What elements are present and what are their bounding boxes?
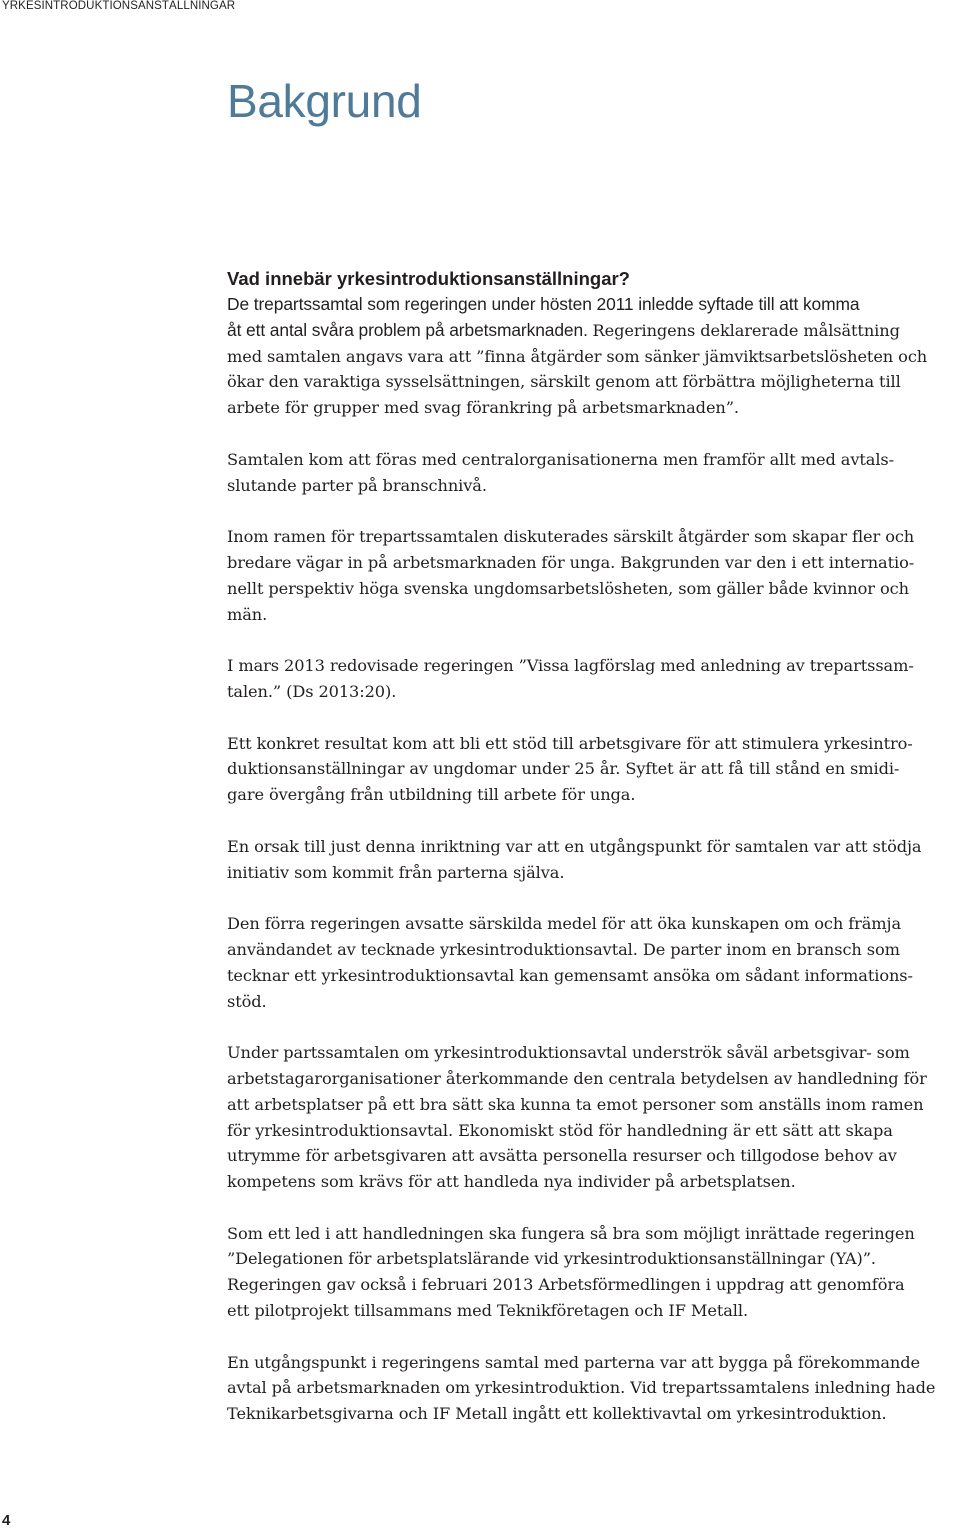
page-number: 4 — [2, 1512, 11, 1529]
paragraph-line: Inom ramen för trepartssamtalen diskuterades särskilt åtgärder som skapar fler och — [227, 527, 915, 547]
paragraph-line: män. — [227, 604, 268, 624]
paragraph-3 — [227, 524, 957, 627]
paragraph-line: En orsak till just denna inriktning var att en utgångspunkt för samtalen var att stödja — [227, 836, 922, 856]
paragraph-line: ”Delegationen för arbetsplatslärande vid yrkesintroduktionsanställningar (YA)”. — [227, 1249, 876, 1269]
paragraph-line: Som ett led i att handledningen ska fungera så bra som möjligt inrättade regeringen — [227, 1223, 915, 1243]
paragraph-2 — [227, 447, 957, 499]
paragraph-line: med samtalen angavs vara att ”finna åtgärder som sänker jämviktsarbetslösheten och — [227, 346, 928, 366]
paragraph-line: duktionsanställningar av ungdomar under 25 år. Syftet är att få till stånd en smidi- — [227, 759, 900, 779]
running-header: YRKESINTRODUKTIONSANSTÄLLNINGAR — [2, 0, 236, 12]
paragraph-10 — [227, 1350, 957, 1427]
paragraph-7 — [227, 911, 957, 1014]
paragraph-line: nellt perspektiv höga svenska ungdomsarbetslösheten, som gäller både kvinnor och — [227, 578, 909, 598]
paragraph-line: användandet av tecknade yrkesintroduktionsavtal. De parter inom en bransch som — [227, 939, 900, 959]
paragraph-line: avtal på arbetsmarknaden om yrkesintroduktion. Vid trepartssamtalens inledning hade — [227, 1378, 936, 1398]
main-content — [227, 266, 957, 1453]
paragraph-line: utrymme för arbetsgivaren att avsätta personella resurser och tillgodose behov av — [227, 1146, 897, 1166]
page-title: Bakgrund — [227, 75, 422, 127]
paragraph-4 — [227, 653, 957, 705]
paragraph-line: Ett konkret resultat kom att bli ett stöd till arbetsgivare för att stimulera yrkesintro- — [227, 733, 913, 753]
paragraph-line: stöd. — [227, 991, 267, 1011]
paragraph-line: Den förra regeringen avsatte särskilda medel för att öka kunskapen om och främja — [227, 914, 902, 934]
paragraph-line: arbetstagarorganisationer återkommande den centrala betydelsen av handledning för — [227, 1068, 927, 1088]
paragraph-line: ökar den varaktiga sysselsättningen, särskilt genom att förbättra möjligheterna till — [227, 372, 901, 392]
paragraph-line: bredare vägar in på arbetsmarknaden för unga. Bakgrunden var den i ett internatio- — [227, 552, 915, 572]
paragraph-line: arbete för grupper med svag förankring på arbetsmarknaden”. — [227, 398, 739, 418]
paragraph-line: Under partssamtalen om yrkesintroduktionsavtal underströk såväl arbetsgivar- som — [227, 1043, 910, 1063]
paragraph-9 — [227, 1221, 957, 1324]
paragraph-6 — [227, 834, 957, 886]
paragraph-line: för yrkesintroduktionsavtal. Ekonomiskt stöd för handledning är ett sätt att skapa — [227, 1120, 893, 1140]
paragraph-line: Teknikarbetsgivarna och IF Metall ingått ett kollektivavtal om yrkesintroduktion. — [227, 1404, 887, 1424]
paragraph-line: Samtalen kom att föras med centralorganisationerna men framför allt med avtals- — [227, 449, 894, 469]
paragraph-line: slutande parter på branschnivå. — [227, 475, 487, 495]
paragraph-5 — [227, 731, 957, 808]
paragraph-line: gare övergång från utbildning till arbete för unga. — [227, 785, 636, 805]
paragraph-line: åt ett antal svåra problem på arbetsmarknaden. Regeringens deklarerade målsättning — [227, 319, 900, 340]
paragraph-8 — [227, 1040, 957, 1195]
paragraph-line: tecknar ett yrkesintroduktionsavtal kan gemensamt ansöka om sådant informations- — [227, 965, 913, 985]
paragraph-line: ett pilotprojekt tillsammans med Teknikföretagen och IF Metall. — [227, 1301, 748, 1321]
paragraph-line: De trepartssamtal som regeringen under hösten 2011 inledde syftade till att komma — [227, 294, 860, 314]
section-heading: Vad innebär yrkesintroduktionsanställningar? — [227, 268, 630, 289]
paragraph-line: Regeringen gav också i februari 2013 Arbetsförmedlingen i uppdrag att genomföra — [227, 1275, 905, 1295]
paragraph-line: kompetens som krävs för att handleda nya individer på arbetsplatsen. — [227, 1172, 796, 1192]
paragraph-line: talen.” (Ds 2013:20). — [227, 681, 397, 701]
paragraph-line: att arbetsplatser på ett bra sätt ska kunna ta emot personer som anställs inom ramen — [227, 1094, 924, 1114]
paragraph-1 — [227, 292, 957, 421]
paragraph-line: I mars 2013 redovisade regeringen ”Vissa lagförslag med anledning av trepartssam- — [227, 656, 914, 676]
paragraph-line: initiativ som kommit från parterna själva. — [227, 862, 565, 882]
paragraph-line: En utgångspunkt i regeringens samtal med parterna var att bygga på förekommande — [227, 1352, 920, 1372]
